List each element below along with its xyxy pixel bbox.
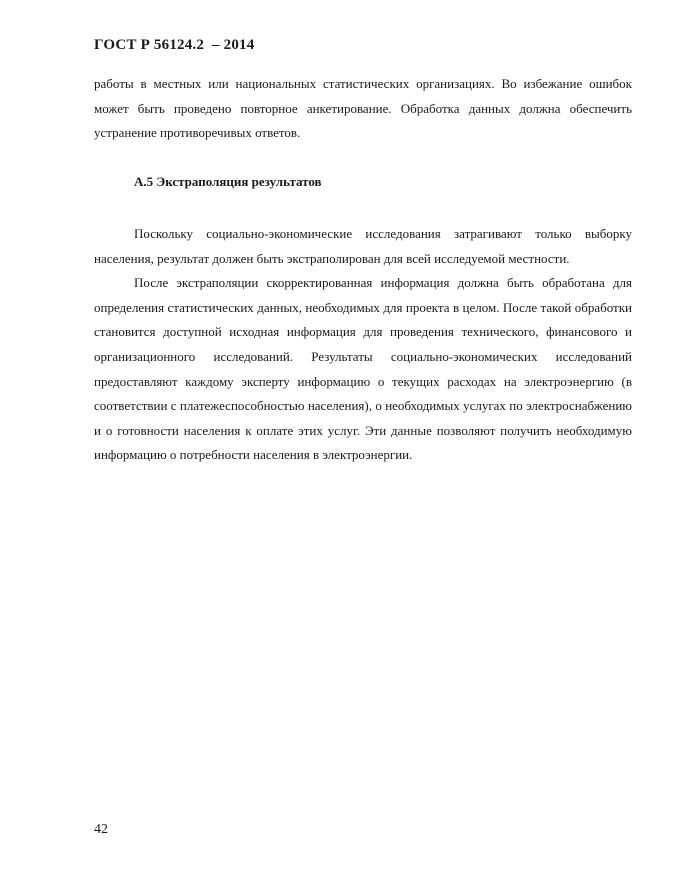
- section-body: [94, 222, 632, 468]
- page-number: 42: [94, 822, 108, 837]
- section-heading: А.5 Экстраполяция результатов: [134, 174, 322, 189]
- document-header: ГОСТ Р 56124.2 – 2014: [94, 37, 255, 53]
- section-paragraph-2: После экстраполяции скорректированная информация должна быть обработана для определения статистических данных, необходимых для проекта в целом. После такой обработки становится доступной исходная информация для проведения технического, финансового и организационного исследований. Результаты социально-экономических исследований предоставляют каждому эксперту информацию о текущих расходах на электроэнергию (в соответствии с платежеспособностью населения), о необходимых услугах по электроснабжению и о готовности населения к оплате этих услуг. Эти данные позволяют получить необходимую информацию о потребности населения в электроэнергии.: [94, 275, 632, 463]
- intro-text-block: [94, 72, 632, 146]
- intro-paragraph: работы в местных или национальных статистических организациях. Во избежание ошибок может быть проведено повторное анкетирование. Обработка данных должна обеспечить устранение противоречивых ответов.: [94, 76, 632, 141]
- section-paragraph-1: Поскольку социально-экономические исследования затрагивают только выборку населения, результат должен быть экстраполирован для всей исследуемой местности.: [94, 226, 632, 266]
